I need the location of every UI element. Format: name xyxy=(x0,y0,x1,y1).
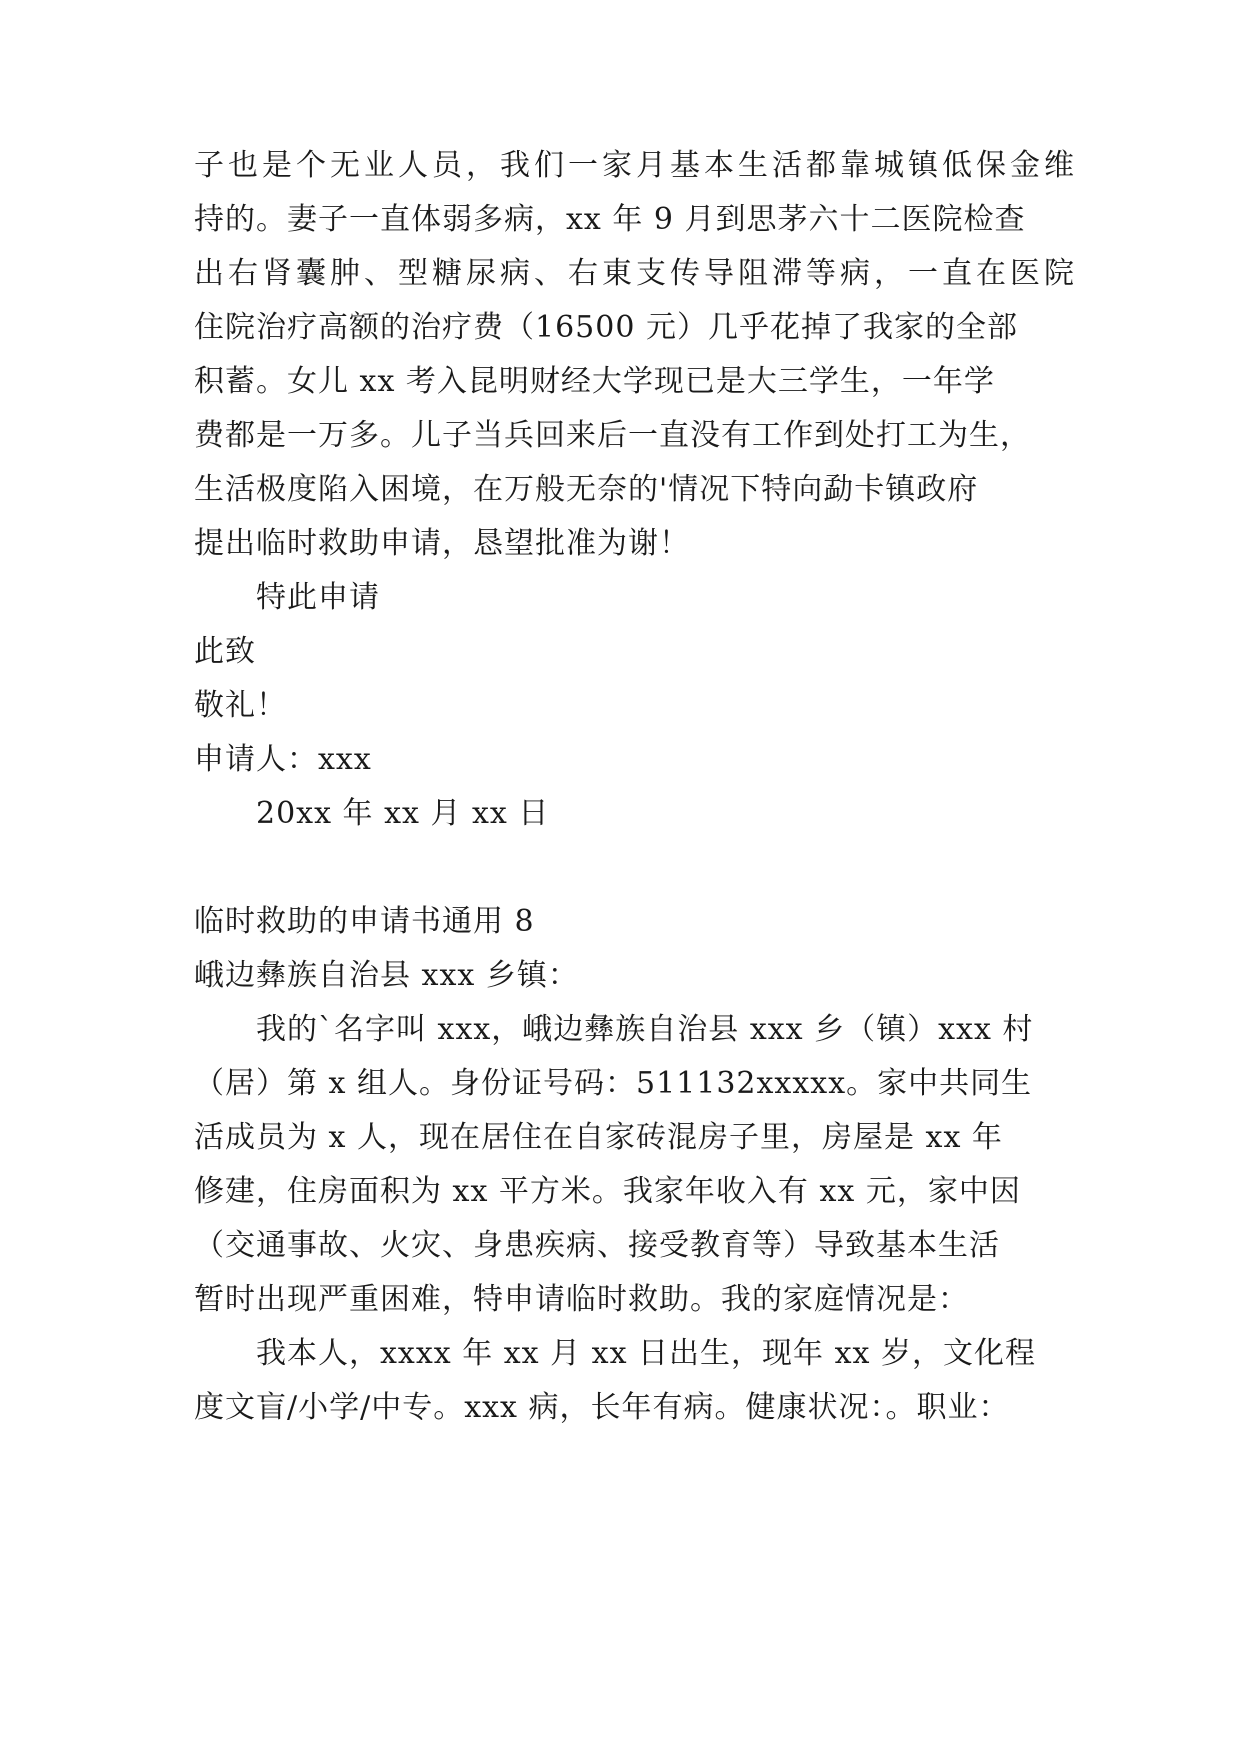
body-line: 持的。妻子一直体弱多病，xx 年 9 月到思茅六十二医院检查 xyxy=(194,202,1026,237)
closing-request: 特此申请 xyxy=(256,580,380,615)
body-line: 提出临时救助申请，恳望批准为谢！ xyxy=(194,526,690,561)
body-line: 暂时出现严重困难，特申请临时救助。我的家庭情况是： xyxy=(194,1282,969,1317)
salutation-line: 敬礼！ xyxy=(194,688,287,723)
body-line: 活成员为 x 人，现在居住在自家砖混房子里，房屋是 xx 年 xyxy=(194,1120,1003,1155)
body-line: 生活极度陷入困境，在万般无奈的'情况下特向勐卡镇政府 xyxy=(194,472,979,507)
body-line: 子也是个无业人员，我们一家月基本生活都靠城镇低保金维 xyxy=(194,148,1078,183)
body-line: 度文盲/小学/中专。xxx 病，长年有病。健康状况：。职业： xyxy=(194,1390,1010,1425)
body-line: 费都是一万多。儿子当兵回来后一直没有工作到处打工为生， xyxy=(194,418,1031,453)
application-date: 20xx 年 xx 月 xx 日 xyxy=(256,796,550,831)
applicant-signature: 申请人：xxx xyxy=(194,742,372,777)
body-line: 修建，住房面积为 xx 平方米。我家年收入有 xx 元，家中因 xyxy=(194,1174,1021,1209)
body-line: 积蓄。女儿 xx 考入昆明财经大学现已是大三学生，一年学 xyxy=(194,364,995,399)
section-title: 临时救助的申请书通用 8 xyxy=(194,904,535,939)
body-line: （居）第 x 组人。身份证号码：511132xxxxx。家中共同生 xyxy=(194,1066,1033,1101)
body-line: 我本人，xxxx 年 xx 月 xx 日出生，现年 xx 岁，文化程 xyxy=(256,1336,1036,1371)
body-line: 出右肾囊肿、型糖尿病、右東支传导阻滞等病，一直在医院 xyxy=(194,256,1078,291)
body-line: 我的`名字叫 xxx，峨边彝族自治县 xxx 乡（镇）xxx 村 xyxy=(256,1012,1034,1047)
salutation-line: 此致 xyxy=(194,634,256,669)
body-line: 住院治疗高额的治疗费（16500 元）几乎花掉了我家的全部 xyxy=(194,310,1018,345)
body-line: （交通事故、火灾、身患疾病、接受教育等）导致基本生活 xyxy=(194,1228,1000,1263)
addressee: 峨边彝族自治县 xxx 乡镇： xyxy=(194,958,579,993)
